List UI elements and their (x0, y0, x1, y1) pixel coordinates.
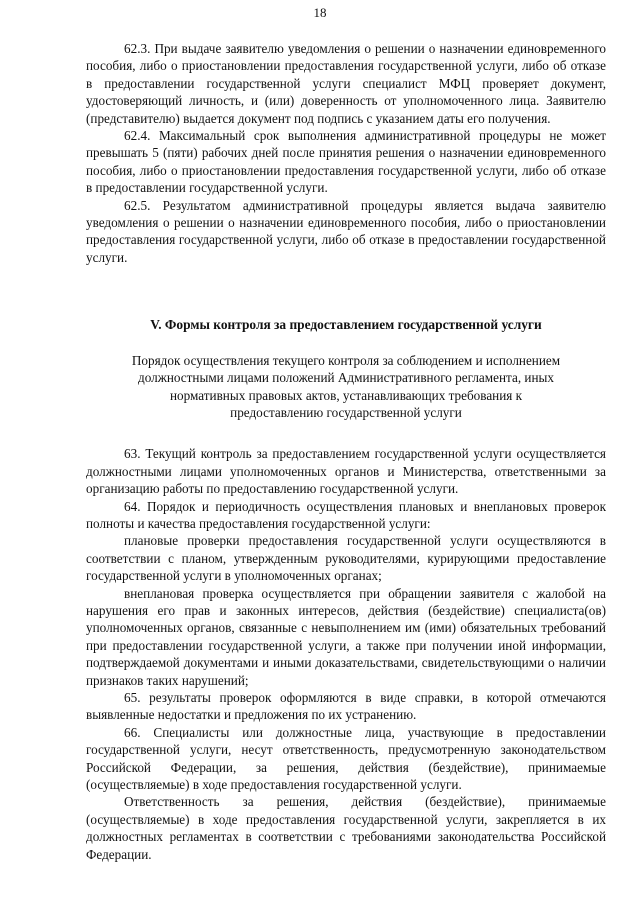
spacer (86, 421, 606, 445)
section-heading: V. Формы контроля за предоставлением государственной услуги (150, 317, 542, 333)
paragraph-unplanned-checks: внеплановая проверка осуществляется при обращении заявителя с жалобой на нарушения его прав и законных интересов, действия (бездействие) специалиста(ов) уполномоченных органов, связанные с невыполнением им (ими) обязательных требований при предоставлении государственной услуги, а также при получении иной информации, подтверждаемой документами и иными доказательствами, свидетельствующими о наличии признаков таких нарушений; (86, 585, 606, 688)
paragraph-responsibility: Ответственность за решения, действия (бездействие), принимаемые (осуществляемые) в ходе предоставления государственной услуги, закрепляется в их должностных регламентах в соответствии с требованиями законодательства Российской Федерации. (86, 794, 606, 862)
subheading: Порядок осуществления текущего контроля за соблюдением и исполнением должностными лицами положений Административного регламента, иных нормативных правовых актов, устанавливающих требования к предоставлению государственной услуги (131, 352, 561, 420)
paragraph-63: 63. Текущий контроль за предоставлением государственной услуги осуществляется должностными лицами уполномоченных органов и Министерства, ответственными за организацию работы по предоставлению государственной услуги. (86, 446, 606, 497)
paragraph-62-5: 62.5. Результатом административной процедуры является выдача заявителю уведомления о решении о назначении единовременного пособия, либо о приостановлении предоставления государственной услуги, либо об отказе в предоставлении государственной услуги. (86, 197, 606, 265)
spacer (86, 266, 606, 316)
paragraph-planned-checks: плановые проверки предоставления государственной услуги осуществляются в соответствии с планом, утвержденным руководителями, курирующими предоставление государственной услуги в уполномоченных органах; (86, 533, 606, 584)
paragraph-62-3: 62.3. При выдаче заявителю уведомления о решении о назначении единовременного пособия, либо о приостановлении предоставления государственной услуги, либо об отказе в предоставлении государственной услуги специалист МФЦ проверяет документ, удостоверяющий личность, и (или) доверенность от уполномоченного лица. Заявителю (представителю) выдается документ под подпись с указанием даты его получения. (86, 41, 606, 126)
spacer (86, 334, 606, 352)
paragraph-64: 64. Порядок и периодичность осуществления плановых и внеплановых проверок полноты и качества предоставления государственной услуги: (86, 498, 606, 531)
page-number: 18 (313, 5, 327, 20)
paragraph-65: 65. результаты проверок оформляются в виде справки, в которой отмечаются выявленные недостатки и предложения по их устранению. (86, 690, 606, 723)
document-body (86, 40, 606, 863)
paragraph-66: 66. Специалисты или должностные лица, участвующие в предоставлении государственной услуги, несут ответственность, предусмотренную законодательством Российской Федерации, за решения, действия (бездействие), принимаемые (осуществляемые) в ходе предоставления государственной услуги. (86, 724, 606, 793)
paragraph-62-4: 62.4. Максимальный срок выполнения административной процедуры не может превышать 5 (пяти) рабочих дней после принятия решения о назначении единовременного пособия, либо о приостановлении предоставления государственной услуги, либо об отказе в предоставлении государственной услуги. (86, 128, 606, 196)
